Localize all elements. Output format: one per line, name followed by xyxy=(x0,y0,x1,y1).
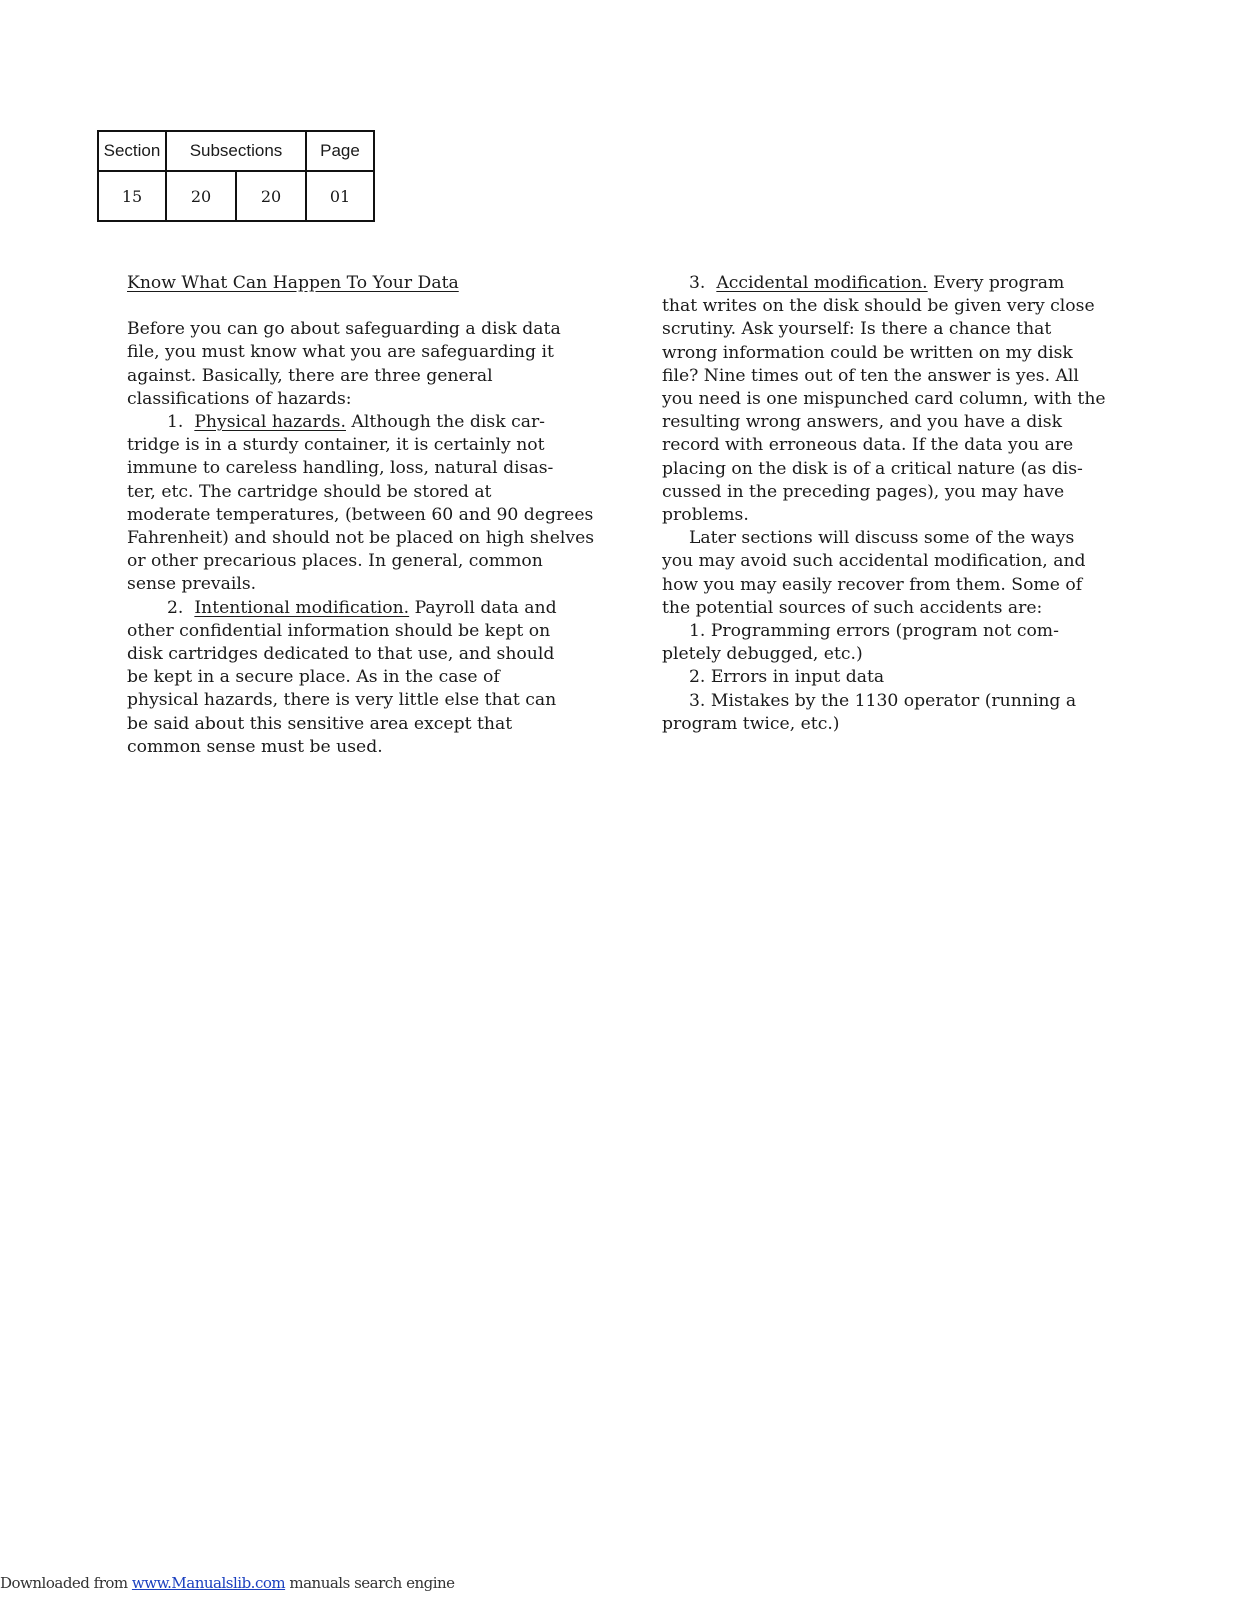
text-line: how you may easily recover from them. Some of xyxy=(662,574,1083,595)
text-line: be kept in a secure place. As in the case of xyxy=(127,667,500,688)
text-line: Before you can go about safeguarding a disk data xyxy=(127,319,561,340)
item-text: Every program xyxy=(927,273,1065,293)
text-line: the potential sources of such accidents are: xyxy=(662,597,1043,618)
text-line: other confidential information should be kept on xyxy=(127,620,551,641)
text-line: file? Nine times out of ten the answer is yes. All xyxy=(662,365,1079,386)
item-number: 1. xyxy=(167,412,184,433)
text-line: common sense must be used. xyxy=(127,736,383,757)
text-line: pletely debugged, etc.) xyxy=(662,644,863,665)
text-line: classifications of hazards: xyxy=(127,388,352,409)
source-item: 2. Errors in input data xyxy=(689,667,885,688)
section-number: 15 xyxy=(98,171,166,221)
text-line: moderate temperatures, (between 60 and 90 degrees xyxy=(127,504,594,525)
page-label: Page xyxy=(306,131,374,171)
text-line: placing on the disk is of a critical nature (as dis- xyxy=(662,458,1083,479)
text-line: resulting wrong answers, and you have a disk xyxy=(662,412,1062,433)
text-line: tridge is in a sturdy container, it is certainly not xyxy=(127,435,545,456)
text-line: program twice, etc.) xyxy=(662,713,840,734)
left-column xyxy=(127,272,617,759)
manualslib-link[interactable]: www.Manualslib.com xyxy=(131,1574,286,1592)
item-text: Payroll data and xyxy=(409,597,557,618)
subsections-label: Subsections xyxy=(166,131,306,171)
source-item: 3. Mistakes by the 1130 operator (running a xyxy=(689,690,1077,711)
text-line: wrong information could be written on my disk xyxy=(662,342,1073,363)
text-line: against. Basically, there are three general xyxy=(127,365,493,386)
hazard-item-accidental xyxy=(662,272,1137,295)
source-item: 1. Programming errors (program not com- xyxy=(689,621,1059,642)
text-line: sense prevails. xyxy=(127,574,257,595)
item-text: Although the disk car- xyxy=(345,412,545,433)
subsection-number-1: 20 xyxy=(166,171,236,221)
text-line: scrutiny. Ask yourself: Is there a chance that xyxy=(662,319,1052,340)
download-footer xyxy=(0,1574,455,1592)
text-line: immune to careless handling, loss, natural disas- xyxy=(127,458,554,479)
text-line: record with erroneous data. If the data you are xyxy=(662,435,1074,456)
section-header-table xyxy=(97,130,375,222)
item-number: 2. xyxy=(167,597,184,618)
item-title: Intentional modification. xyxy=(194,597,410,618)
footer-prefix: Downloaded from xyxy=(0,1574,132,1592)
text-line: be said about this sensitive area except that xyxy=(127,713,513,734)
text-line: problems. xyxy=(662,505,749,526)
hazard-item-intentional xyxy=(127,597,617,620)
text-line: physical hazards, there is very little else that can xyxy=(127,690,557,711)
hazard-item-physical xyxy=(127,411,617,434)
subsection-number-2: 20 xyxy=(236,171,306,221)
text-line: Later sections will discuss some of the ways xyxy=(689,528,1075,549)
text-line: disk cartridges dedicated to that use, and should xyxy=(127,644,555,665)
text-line: Fahrenheit) and should not be placed on high shelves xyxy=(127,528,595,549)
item-title: Accidental modification. xyxy=(716,273,928,293)
section-heading: Know What Can Happen To Your Data xyxy=(127,273,459,293)
text-line: file, you must know what you are safeguarding it xyxy=(127,342,554,363)
section-label: Section xyxy=(98,131,166,171)
page-number: 01 xyxy=(306,171,374,221)
text-line: or other precarious places. In general, common xyxy=(127,551,543,572)
item-number: 3. xyxy=(689,273,706,293)
text-line: you may avoid such accidental modification, and xyxy=(662,551,1086,572)
text-line: you need is one mispunched card column, with the xyxy=(662,389,1106,410)
text-line: cussed in the preceding pages), you may have xyxy=(662,481,1065,502)
text-line: that writes on the disk should be given very close xyxy=(662,296,1095,317)
item-title: Physical hazards. xyxy=(194,412,346,433)
text-line: ter, etc. The cartridge should be stored at xyxy=(127,481,492,502)
footer-suffix: manuals search engine xyxy=(285,1574,455,1592)
right-column xyxy=(662,272,1137,736)
